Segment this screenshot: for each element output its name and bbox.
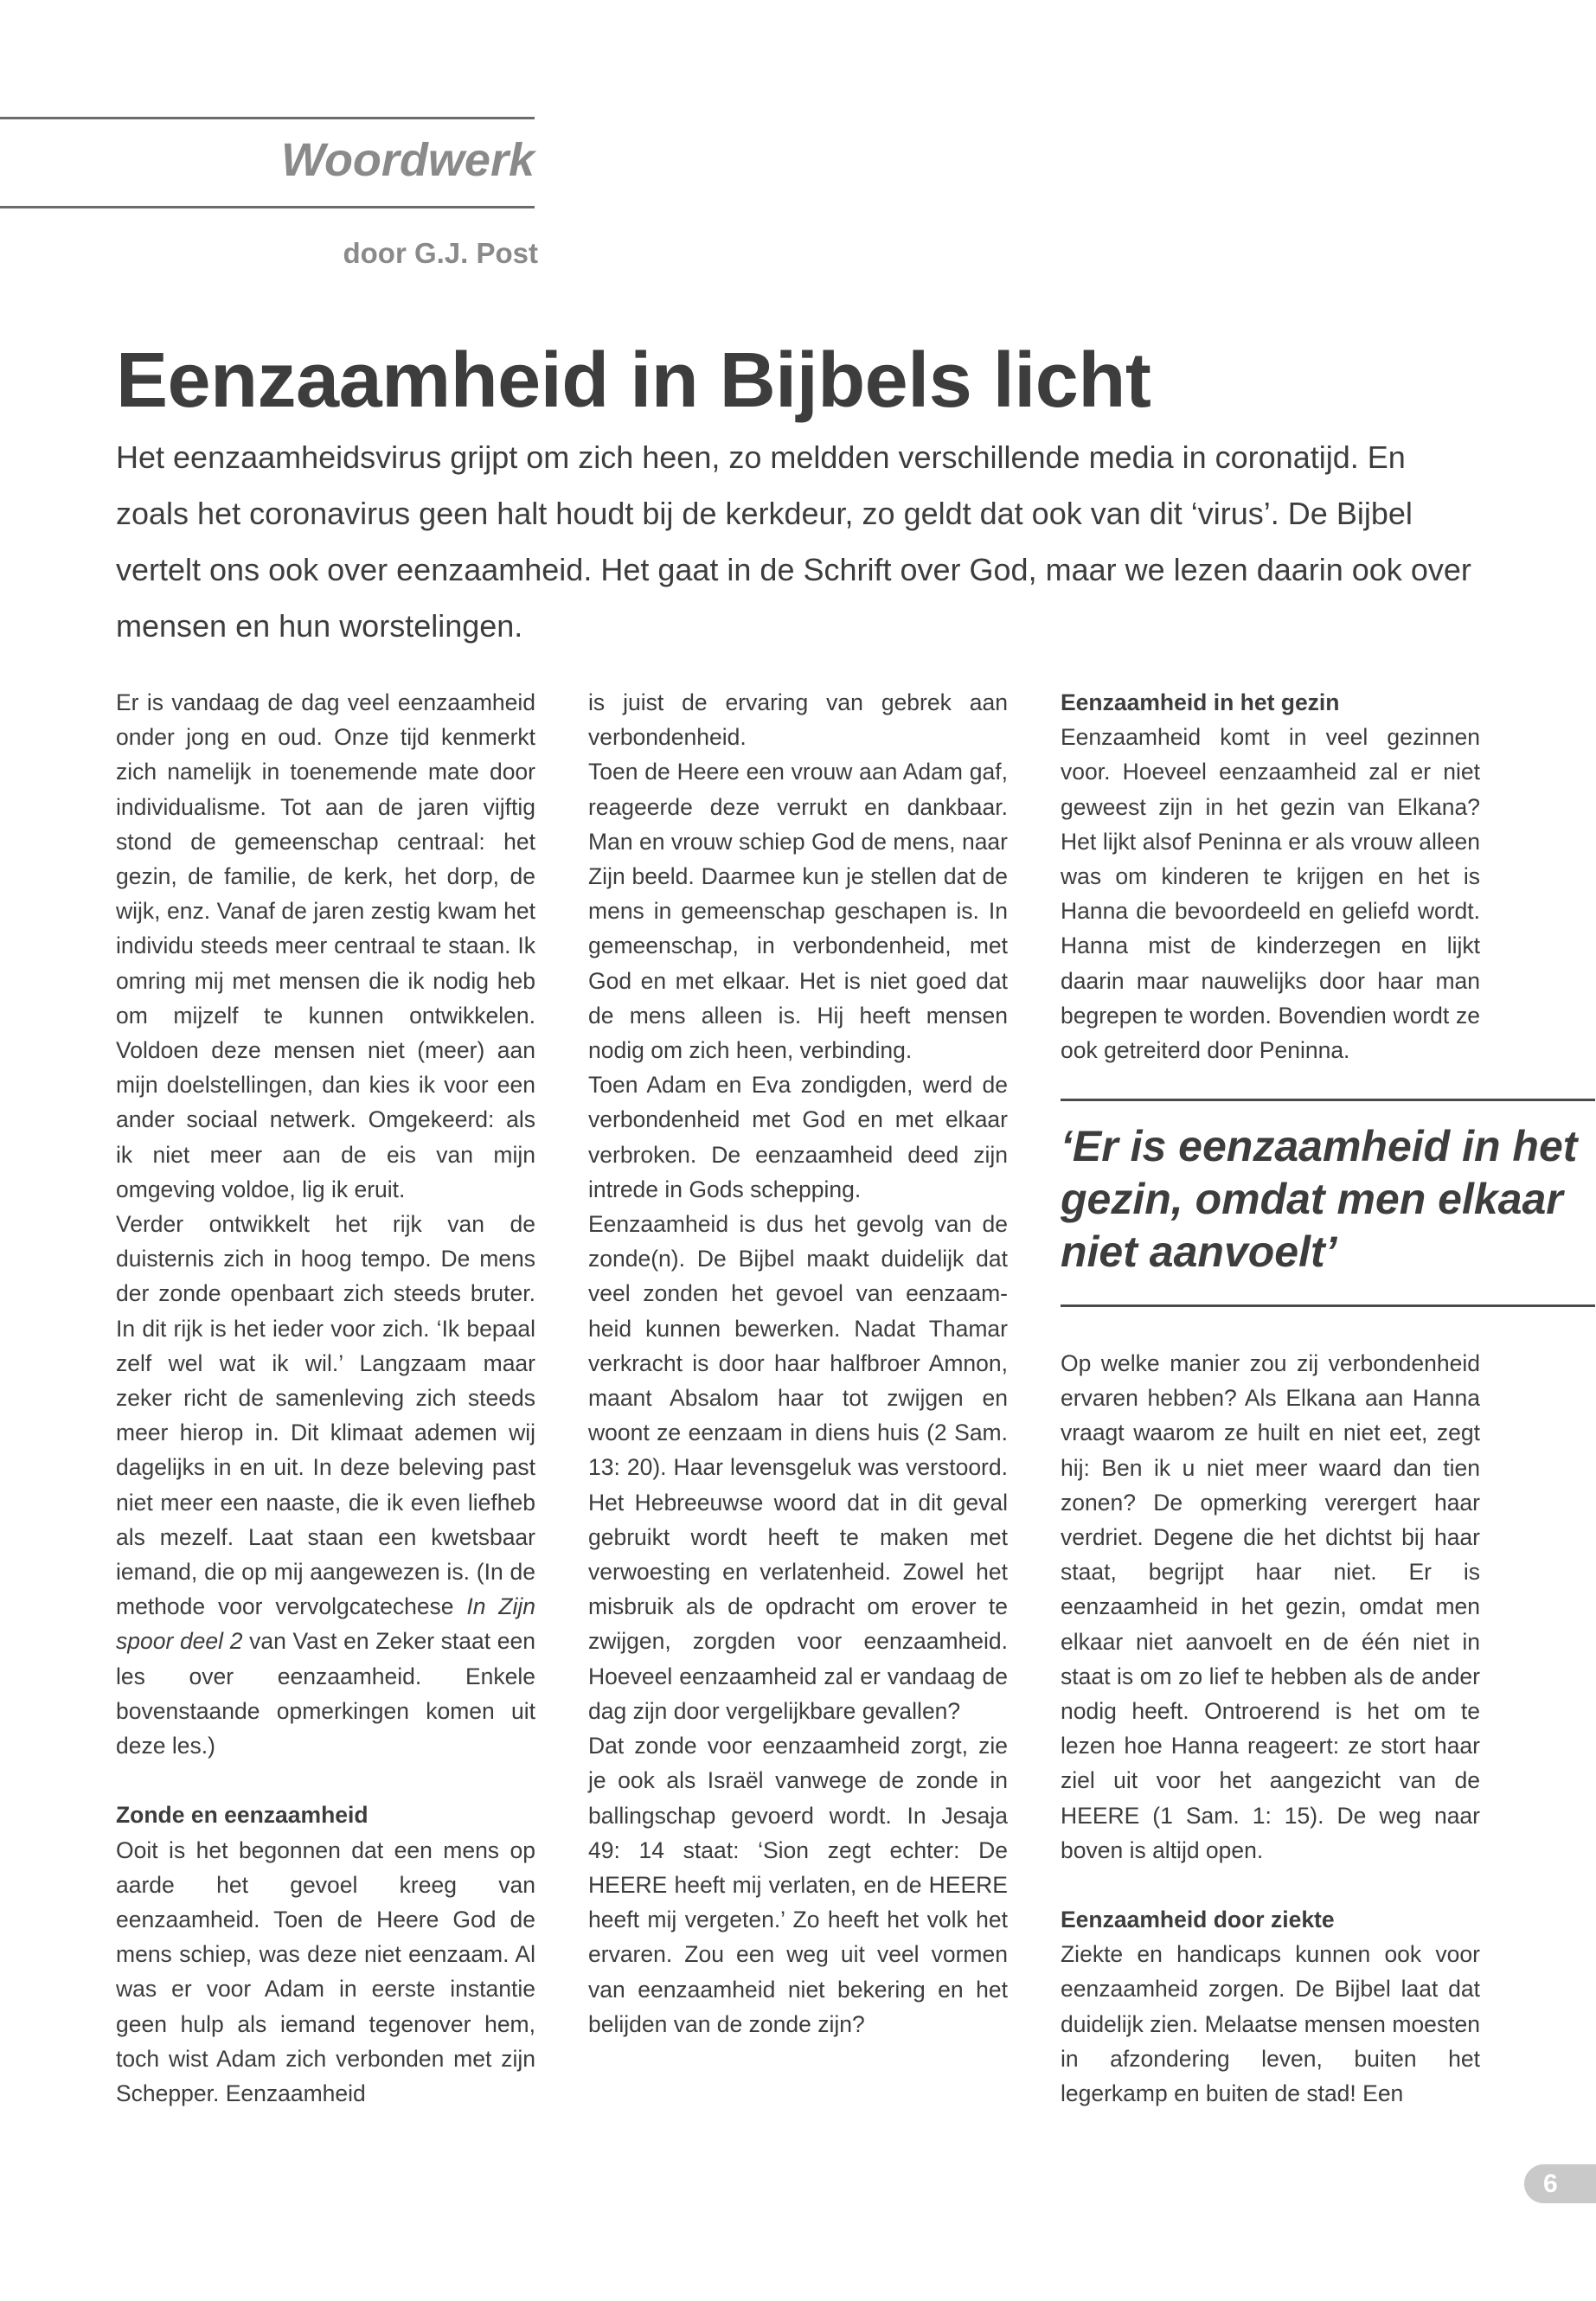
publication-reference: In Zijn spoor deel 2: [116, 1593, 535, 1655]
page-number: 6: [1543, 2170, 1558, 2198]
article-intro: Het eenzaamheidsvirus grijpt om zich heen, zo meldden verschillende media in coronatijd. En zoals het coronavirus geen halt houdt bij de kerkdeur, zo geldt dat ook van dit ‘virus’. De Bijbel vertelt ons ook over eenzaamheid. Het gaat in de Schrift over God, maar we lezen daarin ook over mensen en hun worstelingen.: [116, 439, 1471, 644]
subheading: Eenzaamheid in het gezin: [1061, 689, 1340, 715]
spacer: [116, 1763, 535, 1798]
subheading: Eenzaamheid door ziekte: [1061, 1907, 1335, 1933]
subheading: Zonde en eenzaamheid: [116, 1802, 369, 1829]
paragraph: Toen de Heere een vrouw aan Adam gaf, reageerde deze verrukt en dankbaar. Man en vrouw schiep God de mens, naar Zijn beeld. Daarmee kun je stellen dat de mens in gemeenschap geschapen is. In gemeenschap, in verbondenheid, met God en met elkaar. Het is niet goed dat de mens alleen is. Hij heeft mensen nodig om zich heen, verbinding.: [588, 759, 1008, 1064]
paragraph: Eenzaamheid komt in veel gezinnen voor. Hoeveel eenzaamheid zal er niet geweest zijn in het gezin van Elkana? Het lijkt alsof Peninna er als vrouw alleen was om kinderen te krijgen en het is Hanna die bevoordeeld en geliefd wordt. Hanna mist de kinderzegen en lijkt daarin maar nauwelijks door haar man begrepen te worden. Bovendien wordt ze ook getreiterd door Peninna.: [1061, 724, 1480, 1064]
paragraph-text: Verder ontwikkelt het rijk van de duisternis zich in hoog tempo. De mens der zonde openbaart zich steeds bruter. In dit rijk is het ieder voor zich. ‘Ik bepaal zelf wel wat ik wil.’ Langzaam maar zeker richt de samenleving zich steeds meer hierop in. Dit klimaat ademen wij dagelijks in en uit. In deze beleving past niet meer een naaste, die ik even liefheb als mezelf. Laat staan een kwetsbaar iemand, die op mij aangewezen is. (In de methode voor vervolgcatechese: [116, 1211, 535, 1620]
header-rule-top: [0, 117, 535, 119]
pull-quote: [1061, 1099, 1595, 1307]
page-number-badge: [1524, 2164, 1596, 2203]
paragraph: Er is vandaag de dag veel eenzaamheid onder jong en oud. Onze tijd kenmerkt zich namelijk in toenemende mate door individualisme. Tot aan de jaren vijftig stond de gemeenschap centraal: het gezin, de familie, de kerk, het dorp, de wijk, enz. Vanaf de jaren zestig kwam het individu steeds meer centraal te staan. Ik omring mij met mensen die ik nodig heb om mijzelf te kunnen ontwikkelen. Voldoen deze mensen niet (meer) aan mijn doelstellingen, dan kies ik voor een ander sociaal netwerk. Omgekeerd: als ik niet meer aan de eis van mijn omgeving voldoe, lig ik eruit.: [116, 689, 535, 1202]
article-title: Eenzaamheid in Bijbels licht: [116, 337, 1151, 424]
column-3-continued: [1061, 1346, 1480, 2111]
column-1: [116, 685, 535, 2111]
paragraph: Op welke manier zou zij verbondenheid ervaren hebben? Als Elkana aan Hanna vraagt waarom ze huilt en niet eet, zegt hij: Ben ik u niet meer waard dan tien zonen? De opmerking verergert haar verdriet. Degene die het dichtst bij haar staat, begrijpt haar niet. Er is eenzaamheid in het gezin, omdat men elkaar niet aanvoelt en de één niet in staat is om zo lief te hebben als de ander nodig heeft. Ontroerend is het om te lezen hoe Hanna reageert: ze stort haar ziel uit voor het aangezicht van de HEERE (1 Sam. 1: 15). De weg naar boven is altijd open.: [1061, 1350, 1480, 1863]
paragraph: is juist de ervaring van gebrek aan verbondenheid.: [588, 689, 1008, 751]
paragraph: Ooit is het begonnen dat een mens op aarde het gevoel kreeg van eenzaamheid. Toen de Heere God de mens schiep, was deze niet eenzaam. Al was er voor Adam in eerste instantie geen hulp als iemand tegenover hem, toch wist Adam zich verbonden met zijn Schepper. Eenzaamheid: [116, 1836, 535, 2106]
header-rule-bottom: [0, 206, 535, 208]
column-3: [1061, 685, 1480, 1067]
paragraph: Eenzaamheid is dus het gevolg van de zonde(n). De Bijbel maakt duidelijk dat veel zonden het gevoel van eenzaamheid kunnen bewerken. Nadat Thamar verkracht is door haar halfbroer Amnon, maant Absalom haar tot zwijgen en woont ze eenzaam in diens huis (2 Sam. 13: 20). Haar levensgeluk was verstoord. Het Hebreeuwse woord dat in dit geval gebruikt wordt heeft te maken met verwoesting en verlatenheid. Zowel het misbruik als de opdracht om erover te zwijgen, zorgden voor eenzaamheid. Hoeveel eenzaamheid zal er vandaag de dag zijn door vergelijkbare gevallen?: [588, 1211, 1008, 1724]
section-label: Woordwerk: [280, 134, 535, 186]
byline: door G.J. Post: [343, 237, 538, 269]
column-2: [588, 685, 1008, 2041]
paragraph: Dat zonde voor eenzaamheid zorgt, zie je ook als Israël vanwege de zonde in ballingschap gevoerd wordt. In Jesaja 49: 14 staat: ‘Sion zegt echter: De HEERE heeft mij verlaten, en de HEERE heeft mij vergeten.’ Zo heeft het volk het ervaren. Zou een weg uit veel vormen van eenzaamheid niet bekering en het belijden van de zonde zijn?: [588, 1733, 1008, 2037]
paragraph: Ziekte en handicaps kunnen ook voor eenzaamheid zorgen. De Bijbel laat dat duidelijk zien. Melaatse mensen moesten in afzondering leven, buiten het legerkamp en buiten de stad! Een: [1061, 1941, 1480, 2107]
paragraph-text: van Vast en Zeker staat een les over eenzaamheid. Enkele bovenstaande opmerkingen komen uit deze les.): [116, 1628, 535, 1759]
spacer: [1061, 1868, 1480, 1902]
paragraph: [116, 1207, 535, 1763]
paragraph: Toen Adam en Eva zondigden, werd de verbondenheid met God en met elkaar verbroken. De eenzaamheid deed zijn intrede in Gods schepping.: [588, 1072, 1008, 1202]
pull-quote-text: ‘Er is eenzaamheid in het gezin, omdat men elkaar niet aanvoelt’: [1061, 1122, 1578, 1276]
